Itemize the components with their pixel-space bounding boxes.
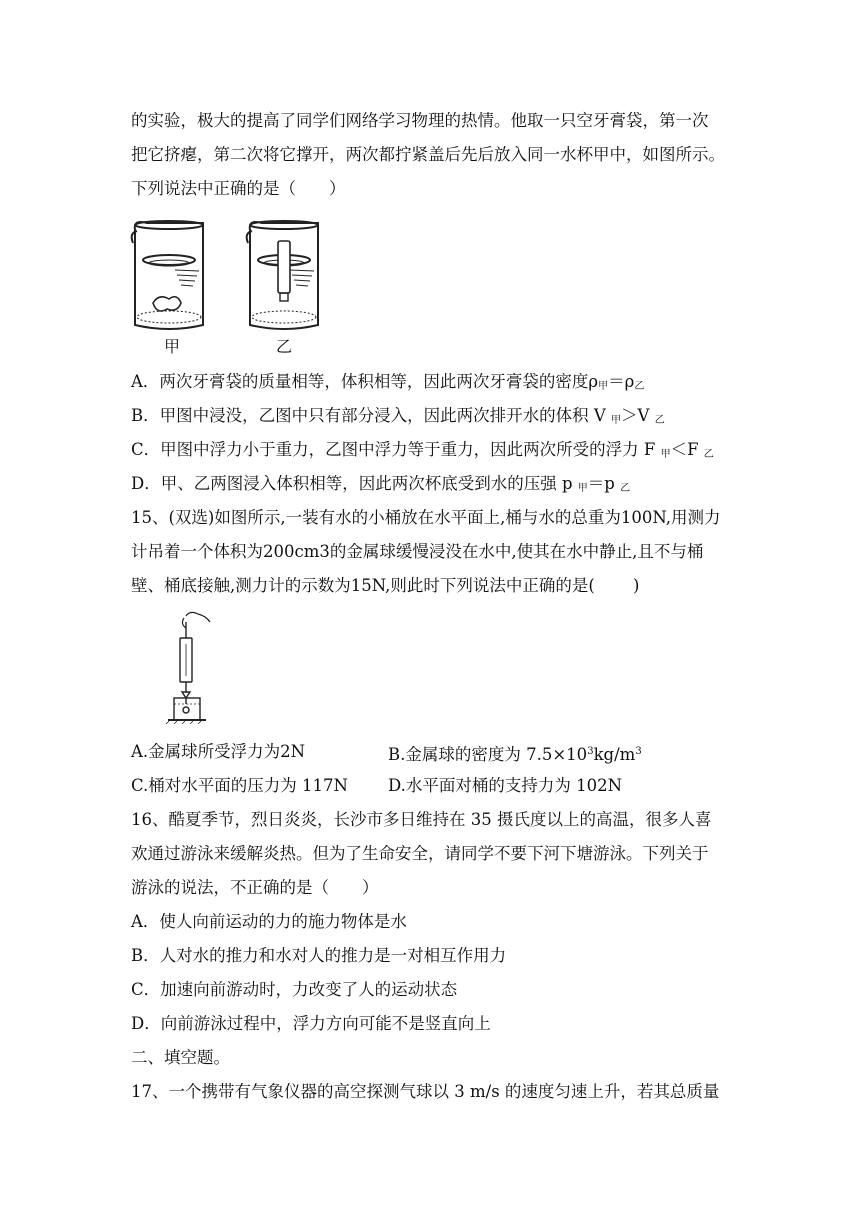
q15-stem-line-1: 15、(双选)如图所示,一装有水的小桶放在水平面上,桶与水的总重为100N,用测力 bbox=[131, 508, 721, 527]
q14-option-d: D．甲、乙两图浸入体积相等，因此两次杯底受到水的压强 p $_甲$＝p $_乙$ bbox=[131, 474, 631, 494]
q14-option-a: A．两次牙膏袋的质量相等，体积相等，因此两次牙膏袋的密度$\rho_甲=\rho_乙$ bbox=[131, 372, 645, 392]
q15-stem-line-2: 计吊着一个体积为200cm3的金属球缓慢浸没在水中,使其在水中静止,且不与桶 bbox=[131, 542, 704, 561]
q16-option-b: B．人对水的推力和水对人的推力是一对相互作用力 bbox=[131, 946, 507, 965]
q16-stem-line-3: 游泳的说法，不正确的是（ ） bbox=[131, 878, 379, 897]
figure-label-yi: 乙 bbox=[276, 337, 293, 356]
q14-stem-line-3: 下列说法中正确的是（ ） bbox=[131, 179, 346, 198]
q15-spring-scale-figure bbox=[160, 608, 220, 726]
q14-option-c: C．甲图中浮力小于重力，乙图中浮力等于重力，因此两次所受的浮力 F $_甲$＜F $_乙$ bbox=[131, 440, 714, 460]
q17-stem-line-1: 17、一个携带有气象仪器的高空探测气球以 3 m/s 的速度匀速上升，若其总质量 bbox=[131, 1082, 720, 1101]
q14-stem-line-1: 的实验，极大的提高了同学们网络学习物理的热情。他取一只空牙膏袋，第一次 bbox=[131, 111, 709, 130]
q16-option-c: C．加速向前游动时，力改变了人的运动状态 bbox=[131, 980, 458, 999]
q15-option-b: B.金属球的密度为 $7.5\times 10^3kg/m^3$ bbox=[388, 745, 642, 764]
q16-option-d: D．向前游泳过程中，浮力方向可能不是竖直向上 bbox=[131, 1014, 491, 1033]
q15-option-d: D.水平面对桶的支持力为 102N bbox=[388, 776, 623, 795]
q16-stem-line-2: 欢通过游泳来缓解炎热。但为了生命安全，请同学不要下河下塘游泳。下列关于 bbox=[131, 844, 709, 863]
q15-option-a: A.金属球所受浮力为2N bbox=[131, 742, 306, 761]
beaker-right bbox=[247, 221, 318, 329]
q14-beakers-figure bbox=[125, 215, 335, 335]
q15-option-c: C.桶对水平面的压力为 117N bbox=[131, 776, 348, 795]
q14-stem-line-2: 把它挤瘪，第二次将它撑开，两次都拧紧盖后先后放入同一水杯甲中，如图所示。 bbox=[131, 145, 725, 164]
q14-option-b: B．甲图中浸没，乙图中只有部分浸入，因此两次排开水的体积 V $_甲$＞V $_乙$ bbox=[131, 406, 665, 426]
beaker-left bbox=[132, 221, 203, 329]
q16-stem-line-1: 16、酷夏季节，烈日炎炎，长沙市多日维持在 35 摄氏度以上的高温，很多人喜 bbox=[131, 810, 712, 829]
q15-stem-line-3: 壁、桶底接触,测力计的示数为15N,则此时下列说法中正确的是( ) bbox=[131, 576, 640, 595]
section-heading-fill-in: 二、填空题。 bbox=[131, 1048, 230, 1067]
figure-label-jia: 甲 bbox=[164, 337, 181, 356]
q16-option-a: A．使人向前运动的力的施力物体是水 bbox=[131, 912, 407, 931]
